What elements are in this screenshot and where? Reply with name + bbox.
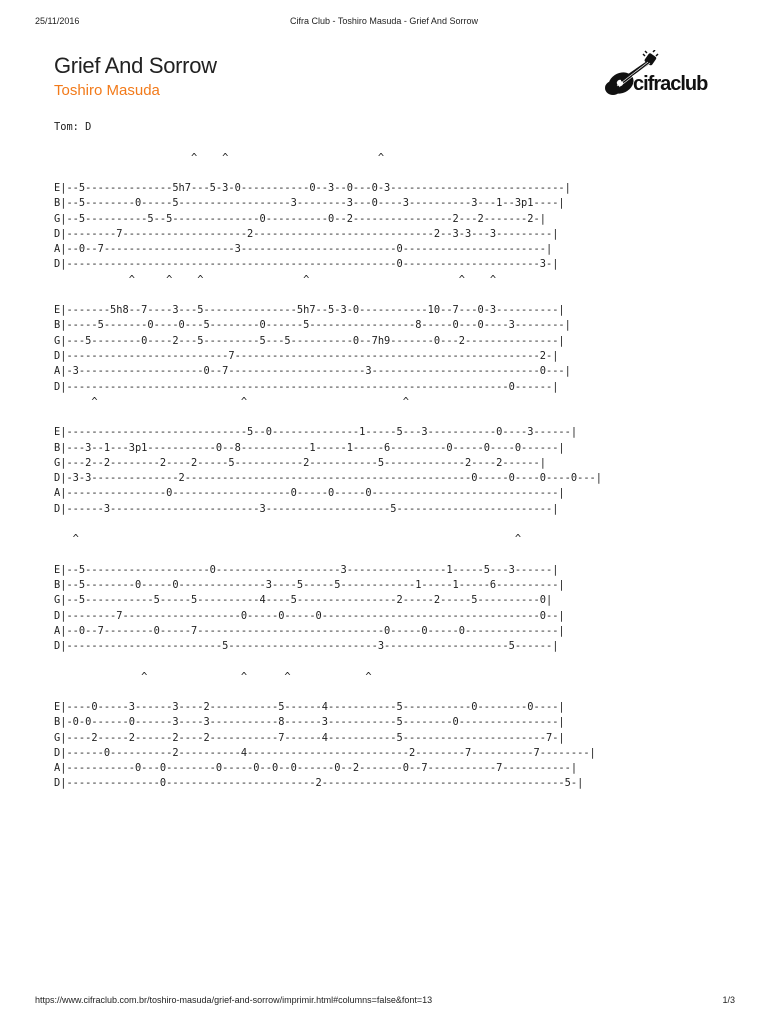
footer-url[interactable]: https://www.cifraclub.com.br/toshiro-masuda/grief-and-sorrow/imprimir.html#columns=false&font=13 [35,995,433,1005]
tab-text: Tom: D ^ ^ ^ E|--5--------------5h7---5-3-0-----------0--3--0---0-3----------------------------| B|--5--------0-----5------------------3--------3---0----3----------3---1--3p1----| G|--5----------5--5--------------0----------0--2----------------2---2-------2-| D|--------7--------------------2-----------------------------2--3-3---3---------| A|--0--7---------------------3-------------------------0-----------------------| D|-----------------------------------------------------0----------------------3-| ^ ^ ^ ^ ^ ^ E|-------5h8--7----3---5---------------5h7--5-3-0-----------10--7---0-3----------| B|-----5-------0----0---5--------0------5-----------------8-----0---0----3--------| G|---5--------0----2---5---------5---5----------0--7h9-------0---2---------------| D|--------------------------7-------------------------------------------------2-| A|-3--------------------0--7----------------------3---------------------------0---| D|-----------------------------------------------------------------------0------| ^ ^ ^ E|-----------------------------5--0--------------1-----5---3-----------0----3------| B|---3--1---3p1-----------0--8-----------1-----1-----6---------0-----0----0------| G|---2--2--------2----2-----5-----------2-----------5-------------2----2------| D|-3-3--------------2----------------------------------------------0-----0----0----0---| A|----------------0-------------------0-----0-----0------------------------------| D|------3------------------------3--------------------5-------------------------| ^ ^ E|--5--------------------0--------------------3----------------1-----5---3------| B|--5--------0-----0--------------3----5-----5------------1-----1-----6----------| G|--5-----------5-----5----------4----5----------------2-----2-----5----------0| D|--------7-------------------0-----0-----0-----------------------------------0--| A|--0--7--------0-----7------------------------------0-----0-----0---------------| D|-------------------------5------------------------3--------------------5------| ^ ^ ^ ^ E|----0-----3------3----2-----------5------4-----------5-----------0--------0----| B|-0-0------0------3----3-----------8------3-----------5--------0----------------| G|----2-----2------2----2-----------7------4-----------5-----------------------7-| D|------0----------2----------4--------------------------2--------7----------7--------| A|-----------0---0--------0-----0--0--0------0--2-------0--7-----------7-----------| D|---------------0------------------------2---------------------------------------5-| [54,121,603,790]
tablature [54,120,694,792]
song-title: Grief And Sorrow [54,53,217,78]
page-number: 1/3 [722,995,735,1005]
guitar-icon [601,50,713,98]
artist-link[interactable]: Toshiro Masuda [54,82,160,99]
cifraclub-logo[interactable] [601,50,713,98]
print-header-title: Cifra Club - Toshiro Masuda - Grief And Sorrow [290,16,478,26]
logo-wordmark: cifraclub [633,73,708,95]
print-date: 25/11/2016 [35,16,80,26]
